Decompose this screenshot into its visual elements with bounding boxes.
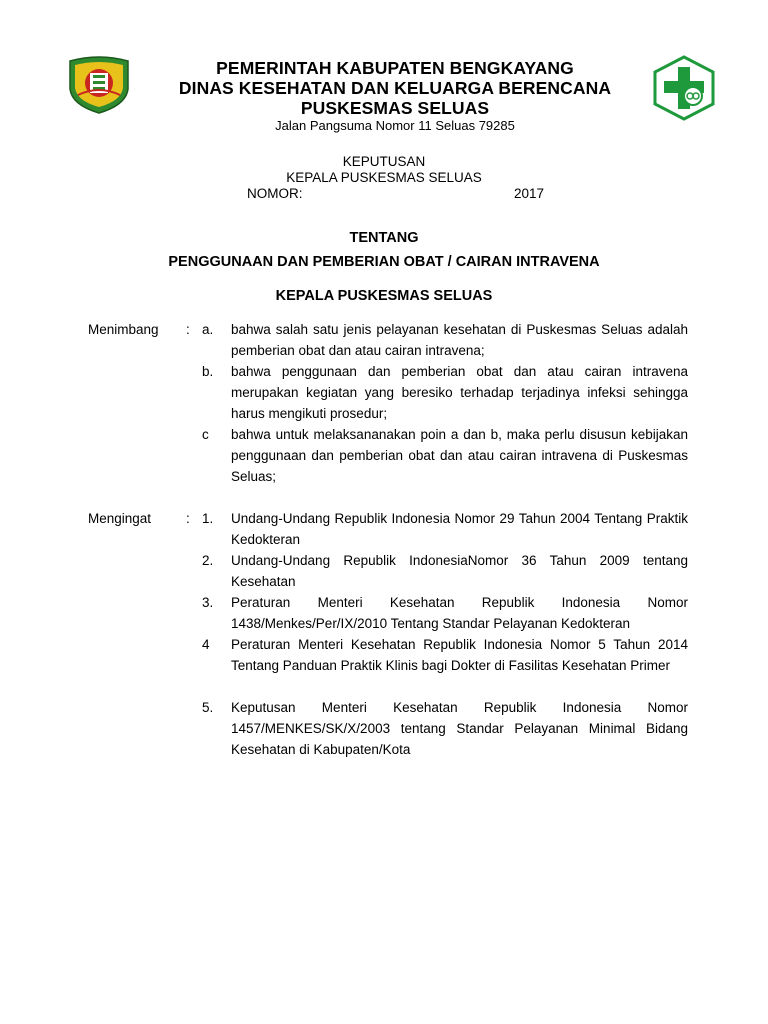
menimbang-colon: : (186, 322, 190, 337)
letterhead-line2: DINAS KESEHATAN DAN KELUARGA BERENCANA (178, 78, 612, 98)
mengingat-marker: 4 (202, 637, 210, 652)
letterhead-address: Jalan Pangsuma Nomor 11 Seluas 79285 (275, 118, 515, 133)
letterhead-line3: PUSKESMAS SELUAS (300, 98, 490, 118)
regency-emblem-icon (66, 55, 132, 115)
menimbang-item: bahwa untuk melaksananakan poin a dan b, maka perlu disusun kebijakan penggunaan dan pemberian obat dan atau cairan intravena di Puskesmas Seluas; (231, 427, 688, 484)
mengingat-marker: 5. (202, 700, 214, 715)
menimbang-marker: b. (202, 364, 214, 379)
mengingat-item: Peraturan Menteri Kesehatan Republik Indonesia Nomor 5 Tahun 2014 Tentang Panduan Praktik Klinis bagi Dokter di Fasilitas Kesehatan Primer (231, 637, 688, 673)
decree-about: TENTANG (349, 230, 419, 246)
letterhead-line1: PEMERINTAH KABUPATEN BENGKAYANG (216, 58, 574, 78)
mengingat-colon: : (186, 511, 190, 526)
decree-title: KEPUTUSAN (342, 154, 426, 169)
menimbang-item: bahwa penggunaan dan pemberian obat dan atau cairan intravena merupakan kegiatan yang beresiko terhadap terjadinya infeksi sehingga harus mengikuti prosedur; (231, 364, 688, 421)
letterhead (140, 58, 650, 134)
decree-topic: PENGGUNAAN DAN PEMBERIAN OBAT / CAIRAN INTRAVENA (168, 254, 600, 270)
mengingat-label: Mengingat (88, 511, 152, 526)
menimbang-item: bahwa salah satu jenis pelayanan kesehatan di Puskesmas Seluas adalah pemberian obat dan atau cairan intravena; (231, 322, 688, 358)
decree-issuer: KEPALA PUSKESMAS SELUAS (275, 288, 493, 304)
mengingat-item: Keputusan Menteri Kesehatan Republik Indonesia Nomor 1457/MENKES/SK/X/2003 tentang Standar Pelayanan Minimal Bidang Kesehatan di Kabupaten/Kota (231, 700, 688, 757)
mengingat-marker: 1. (202, 511, 214, 526)
decree-subtitle: KEPALA PUSKESMAS SELUAS (286, 170, 482, 185)
mengingat-item: Peraturan Menteri Kesehatan Republik Indonesia Nomor 1438/Menkes/Per/IX/2010 Tentang Standar Pelayanan Kedokteran (231, 595, 688, 631)
menimbang-marker: c (202, 427, 209, 442)
nomor-label: NOMOR: (247, 186, 303, 201)
mengingat-item: Undang-Undang Republik Indonesia Nomor 29 Tahun 2004 Tentang Praktik Kedokteran (231, 511, 688, 547)
menimbang-label: Menimbang (88, 322, 159, 337)
mengingat-item: Undang-Undang Republik IndonesiaNomor 36 Tahun 2009 tentang Kesehatan (231, 553, 688, 589)
nomor-year: 2017 (514, 186, 545, 201)
mengingat-marker: 2. (202, 553, 214, 568)
puskesmas-logo-icon (652, 55, 716, 121)
menimbang-marker: a. (202, 322, 214, 337)
mengingat-marker: 3. (202, 595, 214, 610)
